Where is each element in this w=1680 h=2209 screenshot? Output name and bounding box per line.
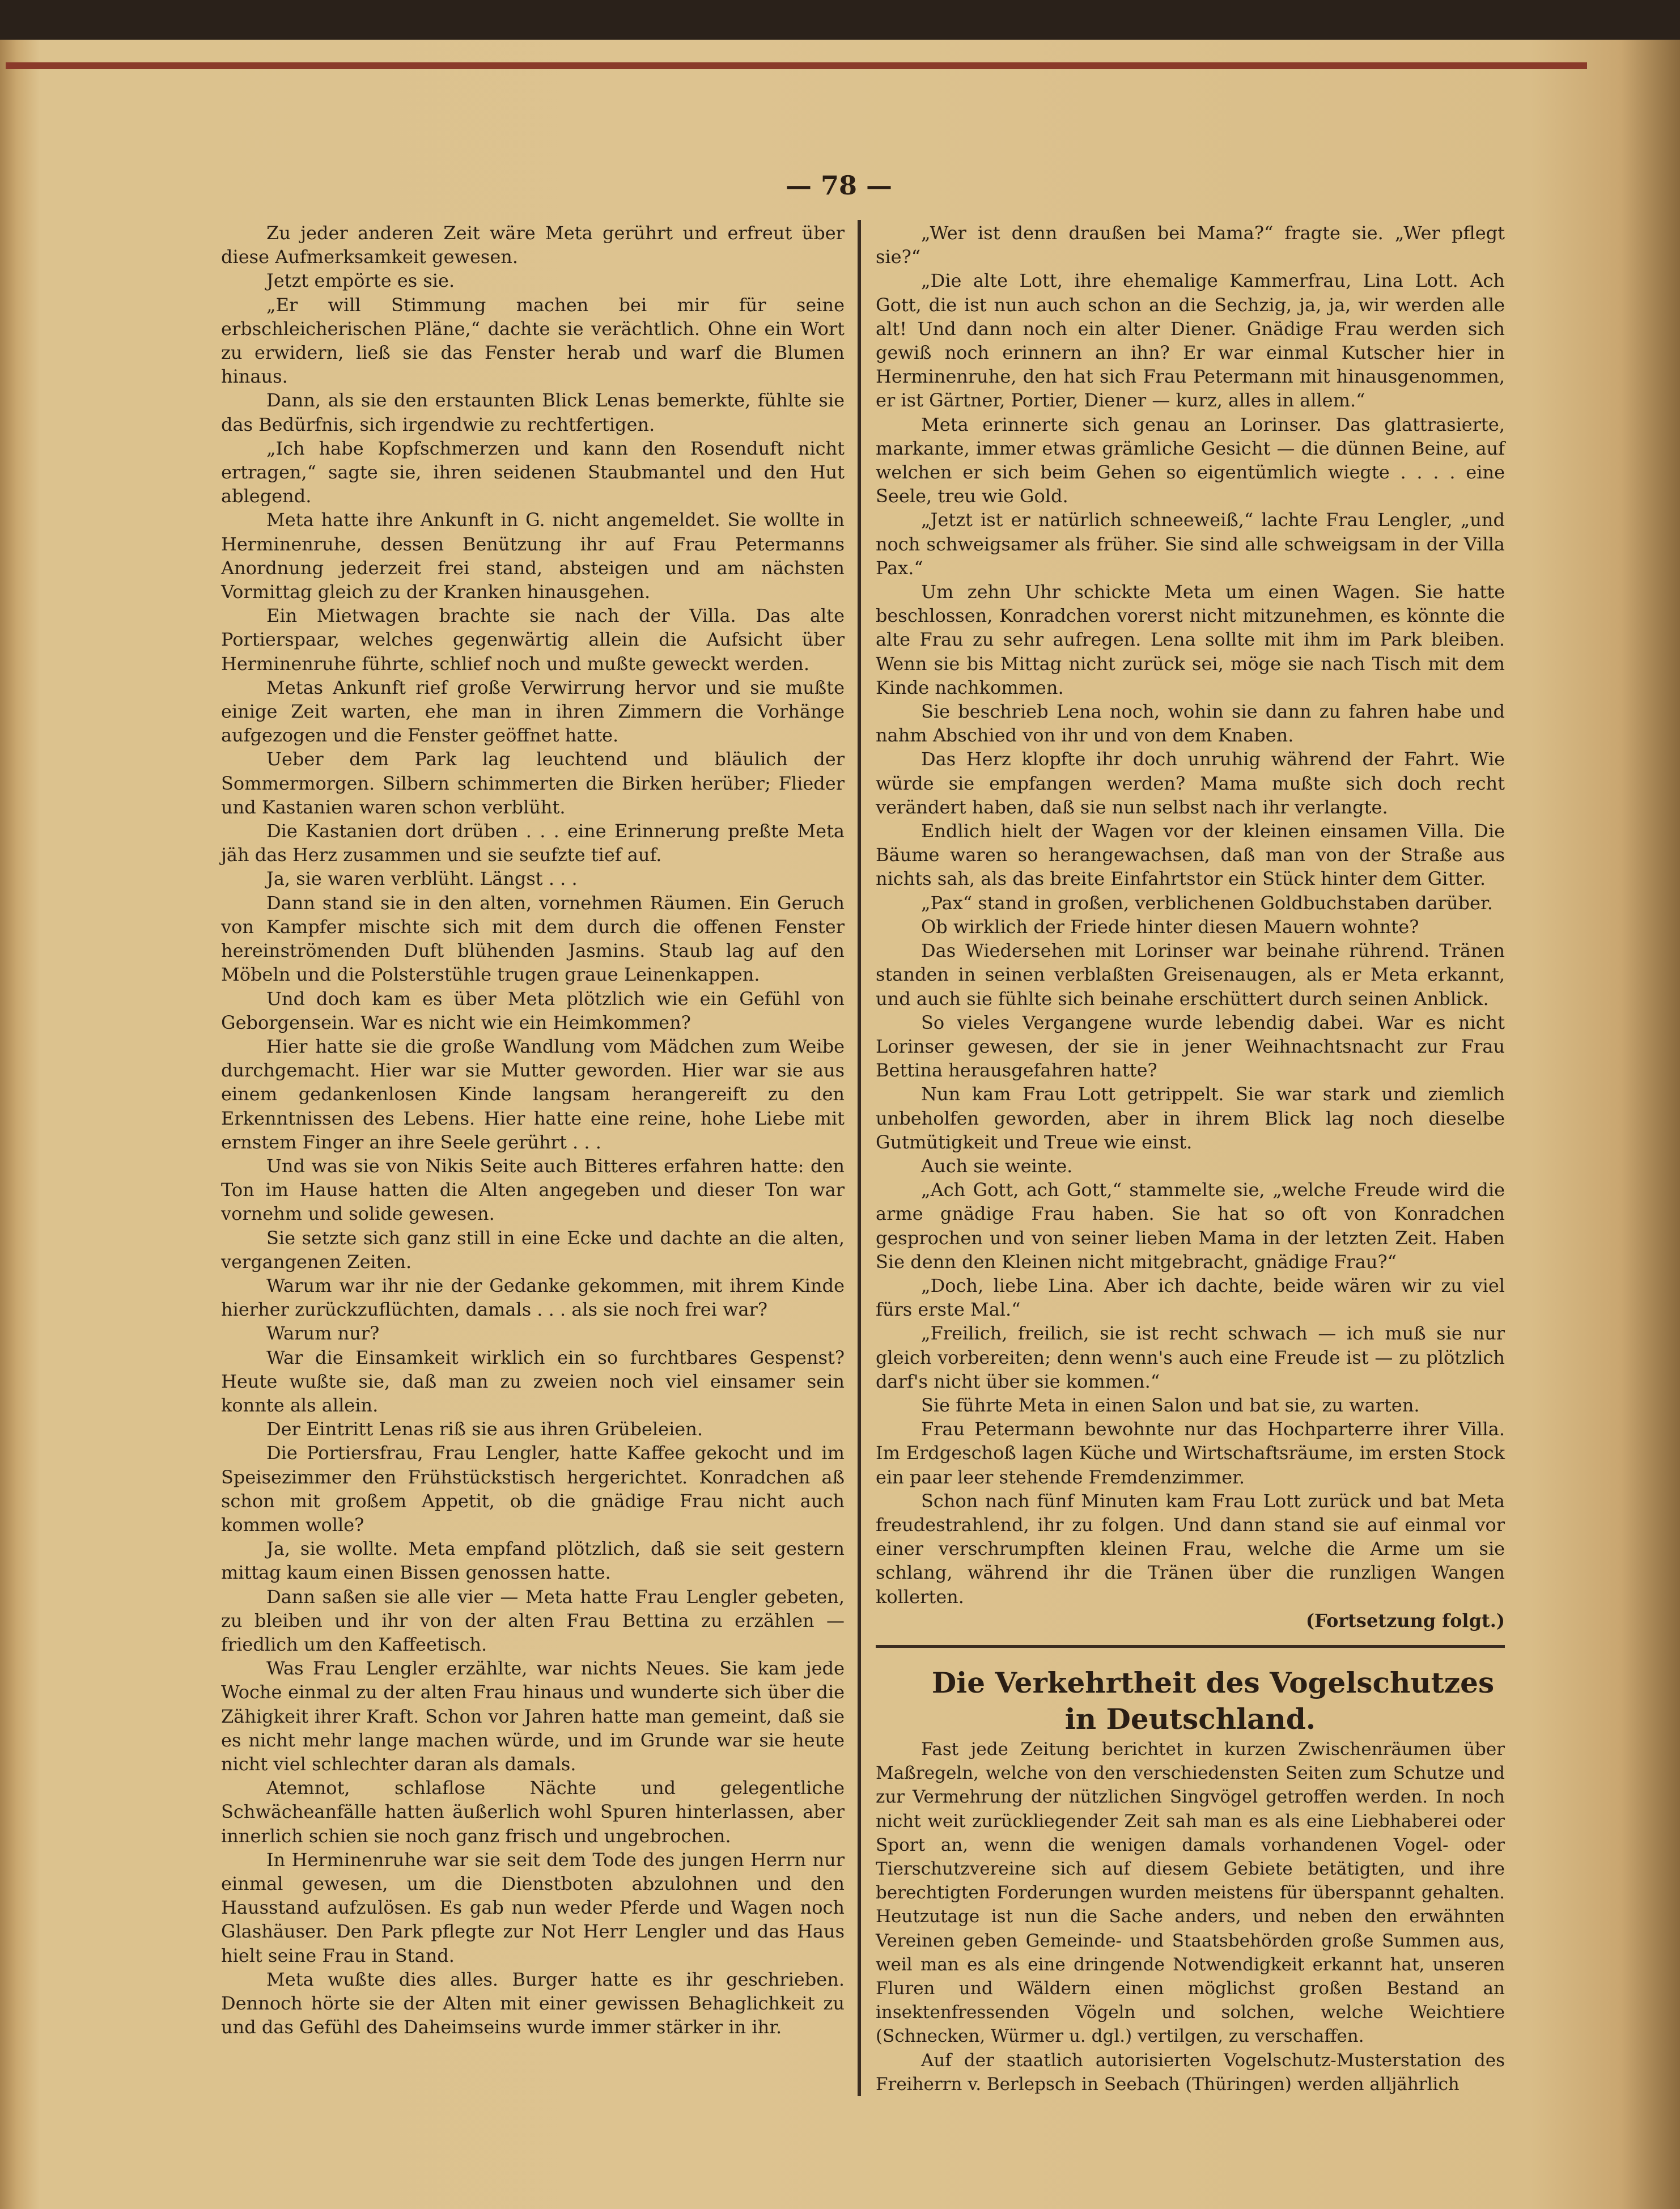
paragraph: Zu jeder anderen Zeit wäre Meta gerührt und erfreut über diese Aufmerksamkeit gewesen.	[221, 222, 845, 268]
paragraph: In Herminenruhe war sie seit dem Tode des jungen Herrn nur einmal gewesen, um die Dienstboten abzulohnen und den Hausstand aufzulösen. Es gab nun weder Pferde und Wagen noch Glashäuser. Den Park pflegte zur Not Herr Lengler und das Haus hielt seine Frau in Stand.	[221, 1848, 845, 1966]
article-body	[876, 1737, 1505, 2096]
paragraph: Nun kam Frau Lott getrippelt. Sie war stark und ziemlich unbeholfen geworden, aber in ihrem Blick lag noch dieselbe Gutmütigkeit und Treue wie einst.	[876, 1083, 1505, 1153]
paragraph: War die Einsamkeit wirklich ein so furchtbares Gespenst? Heute wußte sie, daß man zu zweien noch viel einsamer sein konnte als allein.	[221, 1346, 845, 1416]
paragraph: Der Eintritt Lenas riß sie aus ihren Grübeleien.	[266, 1418, 703, 1440]
binding-edge	[6, 62, 1587, 69]
paragraph: Ein Mietwagen brachte sie nach der Villa. Das alte Portierspaar, welches gegenwärtig allein die Aufsicht über Herminenruhe führte, schlief noch und mußte geweckt werden.	[221, 605, 845, 675]
paragraph: „Die alte Lott, ihre ehemalige Kammerfrau, Lina Lott. Ach Gott, die ist nun auch schon an die Sechzig, ja, ja, wir werden alle alt! Und dann noch ein alter Diener. Gnädige Frau werden sich gewiß noch erinnern an ihn? Er war einmal Kutscher hier in Herminenruhe, den hat sich Frau Petermann mit hinausgenommen, er ist Gärtner, Portier, Diener — kurz, alles in allem.“	[876, 270, 1505, 412]
paragraph: „Er will Stimmung machen bei mir für seine erbschleicherischen Pläne,“ dachte sie verächtlich. Ohne ein Wort zu erwidern, ließ sie das Fenster herab und warf die Blumen hinaus.	[221, 294, 845, 388]
paragraph: Meta erinnerte sich genau an Lorinser. Das glattrasierte, markante, immer etwas grämliche Gesicht — die dünnen Beine, auf welchen er sich beim Gehen so eigentümlich wiegte . . . . eine Seele, treu wie Gold.	[876, 413, 1505, 507]
paragraph: „Doch, liebe Lina. Aber ich dachte, beide wären wir zu viel fürs erste Mal.“	[876, 1274, 1505, 1321]
paragraph: „Wer ist denn draußen bei Mama?“ fragte sie. „Wer pflegt sie?“	[876, 222, 1505, 268]
paragraph: Sie beschrieb Lena noch, wohin sie dann zu fahren habe und nahm Abschied von ihr und von dem Knaben.	[876, 701, 1505, 747]
paragraph: Endlich hielt der Wagen vor der kleinen einsamen Villa. Die Bäume waren so herangewachsen, daß man von der Straße aus nichts sah, als das breite Einfahrtstor ein Stück hinter dem Gitter.	[876, 820, 1505, 890]
paragraph: Meta wußte dies alles. Burger hatte es ihr geschrieben. Dennoch hörte sie der Alten mit einer gewissen Behaglichkeit zu und das Gefühl des Daheimseins wurde immer stärker in ihr.	[221, 1968, 845, 2038]
paragraph: Ueber dem Park lag leuchtend und bläulich der Sommermorgen. Silbern schimmerten die Birken herüber; Flieder und Kastanien waren schon verblüht.	[221, 748, 845, 818]
paragraph: Jetzt empörte es sie.	[266, 270, 455, 292]
paragraph: Und doch kam es über Meta plötzlich wie ein Gefühl von Geborgensein. War es nicht wie ein Heimkommen?	[221, 987, 845, 1033]
paragraph: Das Herz klopfte ihr doch unruhig während der Fahrt. Wie würde sie empfangen werden? Mama mußte sich doch recht verändert haben, daß sie nun selbst nach ihr verlangte.	[876, 748, 1505, 818]
section-rule	[876, 1645, 1505, 1648]
paragraph: „Ich habe Kopfschmerzen und kann den Rosenduft nicht ertragen,“ sagte sie, ihren seidenen Staubmantel und den Hut ablegend.	[221, 437, 845, 507]
paragraph: Ja, sie waren verblüht. Längst . . .	[266, 868, 578, 890]
paragraph: Warum nur?	[266, 1322, 380, 1345]
newspaper-page	[0, 40, 1680, 2209]
paragraph: Auch sie weinte.	[921, 1155, 1073, 1177]
continued-note: (Fortsetzung folgt.)	[1305, 1609, 1505, 1631]
paragraph: So vieles Vergangene wurde lebendig dabei. War es nicht Lorinser gewesen, der sie in jener Weihnachtsnacht zur Frau Bettina herausgefahren hatte?	[876, 1011, 1505, 1082]
paragraph: Metas Ankunft rief große Verwirrung hervor und sie mußte einige Zeit warten, ehe man in ihren Zimmern die Vorhänge aufgezogen und die Fenster geöffnet hatte.	[221, 676, 845, 747]
paragraph: Ja, sie wollte. Meta empfand plötzlich, daß sie seit gestern mittag kaum einen Bissen genossen hatte.	[221, 1538, 845, 1584]
paragraph: Ob wirklich der Friede hinter diesen Mauern wohnte?	[921, 915, 1419, 938]
paragraph: Um zehn Uhr schickte Meta um einen Wagen. Sie hatte beschlossen, Konradchen vorerst nicht mitzunehmen, es könnte die alte Frau zu sehr aufregen. Lena sollte mit ihm im Park bleiben. Wenn sie bis Mittag nicht zurück sei, möge sie nach Tisch mit dem Kinde nachkommen.	[876, 581, 1505, 698]
paragraph: „Jetzt ist er natürlich schneeweiß,“ lachte Frau Lengler, „und noch schweigsamer als früher. Sie sind alle schweigsam in der Villa Pax.“	[876, 509, 1505, 579]
page-number: — 78 —	[785, 170, 893, 201]
paragraph: Frau Petermann bewohnte nur das Hochparterre ihrer Villa. Im Erdgeschoß lagen Küche und Wirtschaftsräume, im ersten Stock ein paar leer stehende Fremdenzimmer.	[876, 1418, 1505, 1488]
paragraph: „Ach Gott, ach Gott,“ stammelte sie, „welche Freude wird die arme gnädige Frau haben. Sie hat so oft von Konradchen gesprochen und von seiner lieben Mama in der letzten Zeit. Haben Sie denn den Kleinen nicht mitgebracht, gnädige Frau?“	[876, 1179, 1505, 1273]
paragraph: Schon nach fünf Minuten kam Frau Lott zurück und bat Meta freudestrahlend, ihr zu folgen. Und dann stand sie auf einmal vor einer verschrumpften kleinen Frau, welche die Arme um sie schlang, während ihr die Tränen über die runzligen Wangen kollerten.	[876, 1490, 1505, 1608]
right-column	[876, 221, 1505, 2096]
paragraph: Und was sie von Nikis Seite auch Bitteres erfahren hatte: den Ton im Hause hatten die Alten angegeben und dieser Ton war vornehm und solide gewesen.	[221, 1155, 845, 1225]
column-divider	[858, 220, 861, 2096]
paragraph: „Freilich, freilich, sie ist recht schwach — ich muß sie nur gleich vorbereiten; denn wenn's auch eine Freude ist — zu plötzlich darf's nicht über sie kommen.“	[876, 1322, 1505, 1392]
paragraph: Das Wiedersehen mit Lorinser war beinahe rührend. Tränen standen in seinen verblaßten Greisenaugen, als er Meta erkannt, und auch sie fühlte sich beinahe erschüttert durch seinen Anblick.	[876, 940, 1505, 1010]
paragraph: Was Frau Lengler erzählte, war nichts Neues. Sie kam jede Woche einmal zu der alten Frau hinaus und wunderte sich über die Zähigkeit ihrer Kraft. Schon vor Jahren hatte man gemeint, daß sie es nicht mehr lange machen würde, und im Grunde war sie heute nicht viel schlechter daran als damals.	[221, 1657, 845, 1775]
paragraph: Auf der staatlich autorisierten Vogelschutz-Musterstation des Freiherrn v. Berlepsch in Seebach (Thüringen) werden alljährlich	[876, 2050, 1505, 2094]
paragraph: Atemnot, schlaflose Nächte und gelegentliche Schwächeanfälle hatten äußerlich wohl Spuren hinterlassen, aber innerlich schien sie noch ganz frisch und ungebrochen.	[221, 1777, 845, 1847]
left-column	[221, 221, 845, 2039]
paragraph: Die Portiersfrau, Frau Lengler, hatte Kaffee gekocht und im Speisezimmer den Frühstückstisch hergerichtet. Konradchen aß schon mit großem Appetit, ob die gnädige Frau nicht auch kommen wolle?	[221, 1442, 845, 1536]
paragraph: Dann saßen sie alle vier — Meta hatte Frau Lengler gebeten, zu bleiben und ihr von der alten Frau Bettina zu erzählen — friedlich um den Kaffeetisch.	[221, 1585, 845, 1655]
paragraph: Fast jede Zeitung berichtet in kurzen Zwischenräumen über Maßregeln, welche von den verschiedensten Seiten zum Schutze und zur Vermehrung der nützlichen Singvögel getroffen werden. In noch nicht weit zurückliegender Zeit sah man es als eine Liebhaberei oder Sport an, wenn die wenigen damals vorhandenen Vogel- oder Tierschutzvereine sich auf diesem Gebiete betätigten, und ihre berechtigten Forderungen wurden meistens für überspannt gehalten. Heutzutage ist nun die Sache anders, und neben den erwähnten Vereinen geben Gemeinde- und Staatsbehörden große Summen aus, weil man es als eine dringende Notwendigkeit erkannt hat, unseren Fluren und Wäldern einen möglichst großen Bestand an insektenfressenden Vögeln und solchen, welche Weichtiere (Schnecken, Würmer u. dgl.) vertilgen, zu verschaffen.	[876, 1739, 1505, 2047]
paragraph: Sie führte Meta in einen Salon und bat sie, zu warten.	[921, 1394, 1420, 1416]
article-title: Die Verkehrtheit des Vogelschutzes in Deutschland.	[931, 1665, 1495, 1736]
paragraph: Warum war ihr nie der Gedanke gekommen, mit ihrem Kinde hierher zurückzuflüchten, damals . . . als sie noch frei war?	[221, 1274, 845, 1321]
paragraph: Dann, als sie den erstaunten Blick Lenas bemerkte, fühlte sie das Bedürfnis, sich irgendwie zu rechtfertigen.	[221, 389, 845, 435]
paragraph: Die Kastanien dort drüben . . . eine Erinnerung preßte Meta jäh das Herz zusammen und sie seufzte tief auf.	[221, 820, 845, 866]
paragraph: Meta hatte ihre Ankunft in G. nicht angemeldet. Sie wollte in Herminenruhe, dessen Benützung ihr auf Frau Petermanns Anordnung jederzeit frei stand, absteigen und am nächsten Vormittag gleich zu der Kranken hinausgehen.	[221, 509, 845, 603]
paragraph: Dann stand sie in den alten, vornehmen Räumen. Ein Geruch von Kampfer mischte sich mit dem durch die offenen Fenster hereinströmenden Duft blühenden Jasmins. Staub lag auf den Möbeln und die Polsterstühle trugen graue Leinenkappen.	[221, 892, 845, 986]
paragraph: „Pax“ stand in großen, verblichenen Goldbuchstaben darüber.	[921, 892, 1493, 914]
paragraph: Sie setzte sich ganz still in eine Ecke und dachte an die alten, vergangenen Zeiten.	[221, 1227, 845, 1273]
paragraph: Hier hatte sie die große Wandlung vom Mädchen zum Weibe durchgemacht. Hier war sie Mutter geworden. Hier war sie aus einem gedankenlosen Kinde langsam herangereift zu den Erkenntnissen des Lebens. Hier hatte eine reine, hohe Liebe mit ernstem Finger an ihre Seele gerührt . . .	[221, 1035, 845, 1153]
